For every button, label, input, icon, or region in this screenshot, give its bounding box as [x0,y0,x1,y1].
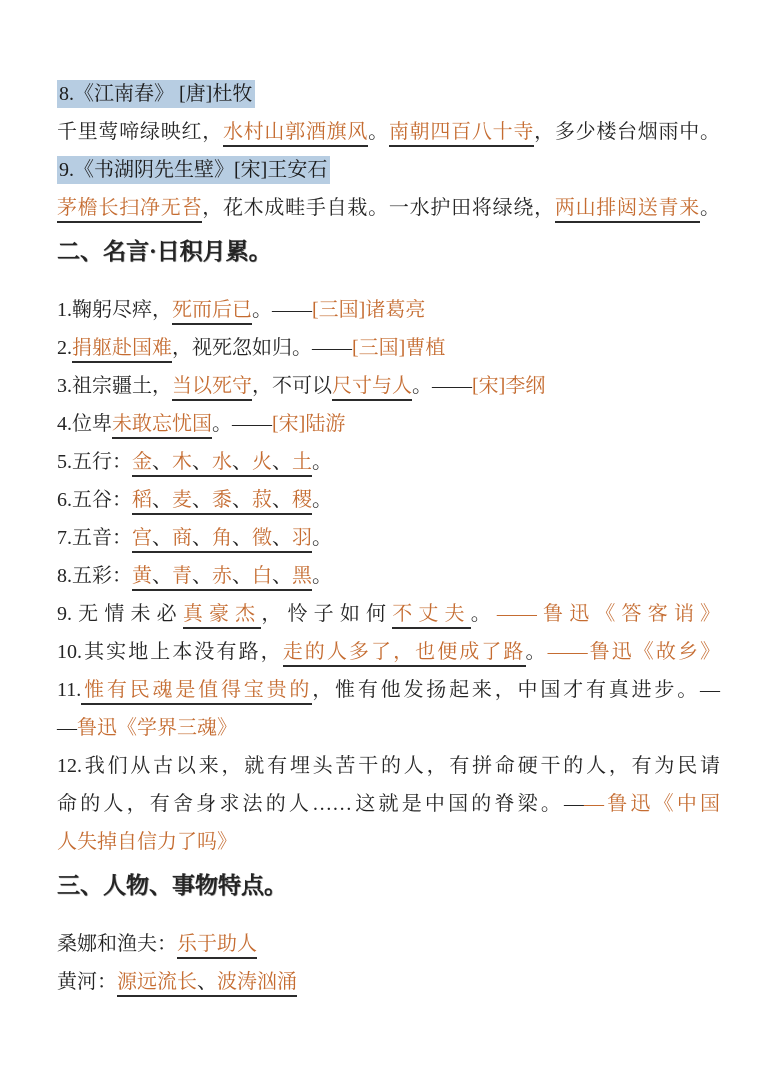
text: 11. [57,679,82,701]
answer-underlined-text: 尺寸与人 [332,375,412,401]
text: 。 [470,603,497,625]
text: 三、人物、事物特点。 [57,873,287,898]
answer-text: —鲁迅《中国 [584,793,721,815]
answer-underlined-text: 土 [292,451,312,477]
list-wugu [57,481,720,519]
answer-underlined-text: 火 [252,451,272,477]
answer-underlined-text: 徵 [252,527,272,553]
answer-underlined-text: 青 [172,565,192,591]
answer-underlined-text: 死而后已 [172,299,252,325]
separator-underlined: 、 [152,489,172,515]
separator-underlined: 、 [272,527,292,553]
answer-text: ——鲁迅《答客诮》 [496,603,721,625]
answer-underlined-text: 黍 [212,489,232,515]
text: 。 [312,489,332,511]
answer-underlined-text: 走的人多了，也便成了路 [283,641,526,667]
text: ，惟有他发扬起来，中国才有真进步。— [312,679,721,701]
answer-underlined-text: 稻 [132,489,152,515]
separator-underlined: 、 [232,565,252,591]
text: 命的人，有舍身求法的人……这就是中国的脊梁。 [57,793,565,815]
separator-underlined: 、 [192,489,212,515]
highlighted-title-text: 8.《江南春》 [唐]杜牧 [57,80,255,108]
answer-text: [宋]陆游 [272,413,346,435]
poem-title-9 [57,151,720,189]
answer-text: ——鲁迅《故乡》 [547,641,721,663]
text: — [564,793,585,815]
quote-11-line-2 [57,709,720,747]
text: ，不可以 [252,375,332,397]
separator-underlined: 、 [272,489,292,515]
answer-text: 人失掉自信力了吗》 [57,831,237,853]
quote-12-line-3 [57,823,720,861]
text: ，视死忽如归。—— [172,337,352,359]
answer-underlined-text: 水村山郭酒旗风 [223,121,368,147]
answer-underlined-text: 茅檐长扫净无苔 [57,197,202,223]
poem-title-8 [57,75,720,113]
answer-underlined-text: 惟有民魂是值得宝贵的 [81,679,312,705]
answer-text: [三国]诸葛亮 [312,299,426,321]
highlighted-title-text: 9.《书湖阴先生壁》[宋]王安石 [57,156,330,184]
separator-underlined: 、 [192,527,212,553]
quote-10 [57,633,720,671]
text: 。—— [252,299,312,321]
quote-12-line-2 [57,785,720,823]
text: 12.我们从古以来，就有埋头苦干的人，有拼命硬干的人，有为民请 [57,755,720,777]
answer-text: [宋]李纲 [472,375,546,397]
answer-underlined-text: 宫 [132,527,152,553]
text: — [57,717,77,739]
text: 桑娜和渔夫： [57,933,177,955]
answer-underlined-text: 不丈夫 [392,603,471,629]
text: 。 [525,641,548,663]
text: 5.五行： [57,451,132,473]
list-wuyin [57,519,720,557]
section-heading-2 [57,236,720,268]
separator-underlined: 、 [232,527,252,553]
answer-underlined-text: 捐躯赴国难 [72,337,172,363]
answer-underlined-text: 金 [132,451,152,477]
answer-text: [三国]曹植 [352,337,446,359]
text: 1.鞠躬尽瘁， [57,299,172,321]
quote-9 [57,595,720,633]
text: 2. [57,337,72,359]
text: ，多少楼台烟雨中。 [534,121,721,143]
text: 10.其实地上本没有路， [57,641,283,663]
trait-huanghe [57,963,720,1001]
answer-underlined-text: 赤 [212,565,232,591]
text: 黄河： [57,971,117,993]
answer-underlined-text: 黄 [132,565,152,591]
answer-underlined-text: 商 [172,527,192,553]
separator-underlined: 、 [192,565,212,591]
text: 4.位卑 [57,413,112,435]
text: ，花木成畦手自栽。一水护田将绿绕， [202,197,555,219]
separator-underlined: 、 [152,451,172,477]
text: 。—— [212,413,272,435]
poem-line-jiangnanchun [57,113,720,151]
list-wuxing [57,443,720,481]
document-content [57,75,720,1001]
separator-underlined: 、 [192,451,212,477]
answer-underlined-text: 稷 [292,489,312,515]
separator-underlined: 、 [272,451,292,477]
text: 9.无情未必 [57,603,183,625]
answer-underlined-text: 未敢忘忧国 [112,413,212,439]
text: 。 [312,527,332,549]
text: 。 [368,121,389,143]
text: 7.五音： [57,527,132,549]
quote-4 [57,405,720,443]
text: 千里莺啼绿映红， [57,121,223,143]
answer-underlined-text: 麦 [172,489,192,515]
answer-underlined-text: 源远流长 [117,971,197,997]
answer-underlined-text: 水 [212,451,232,477]
list-wucai [57,557,720,595]
answer-underlined-text: 黑 [292,565,312,591]
poem-line-shuhuyin [57,189,720,227]
answer-underlined-text: 当以死守 [172,375,252,401]
answer-underlined-text: 乐于助人 [177,933,257,959]
answer-underlined-text: 两山排闼送青来 [555,197,700,223]
text: 6.五谷： [57,489,132,511]
text: ，怜子如何 [261,603,393,625]
text: 8.五彩： [57,565,132,587]
answer-underlined-text: 波涛汹涌 [217,971,297,997]
answer-underlined-text: 菽 [252,489,272,515]
quote-3 [57,367,720,405]
separator-underlined: 、 [152,527,172,553]
text: 3.祖宗疆土， [57,375,172,397]
section-heading-3 [57,870,720,902]
answer-underlined-text: 白 [252,565,272,591]
quote-2 [57,329,720,367]
text: 。 [700,197,721,219]
separator-underlined: 、 [232,489,252,515]
answer-underlined-text: 木 [172,451,192,477]
separator-underlined: 、 [197,971,217,997]
answer-underlined-text: 角 [212,527,232,553]
trait-sangna [57,925,720,963]
separator-underlined: 、 [272,565,292,591]
text: 。 [312,565,332,587]
answer-text: 鲁迅《学界三魂》 [77,717,237,739]
quote-1 [57,291,720,329]
separator-underlined: 、 [152,565,172,591]
text: 。 [312,451,332,473]
answer-underlined-text: 羽 [292,527,312,553]
text: 。—— [412,375,472,397]
separator-underlined: 、 [232,451,252,477]
quote-12-line-1 [57,747,720,785]
text: 二、名言·日积月累。 [57,239,272,264]
answer-underlined-text: 真豪杰 [183,603,262,629]
quote-11-line-1 [57,671,720,709]
answer-underlined-text: 南朝四百八十寺 [389,121,534,147]
